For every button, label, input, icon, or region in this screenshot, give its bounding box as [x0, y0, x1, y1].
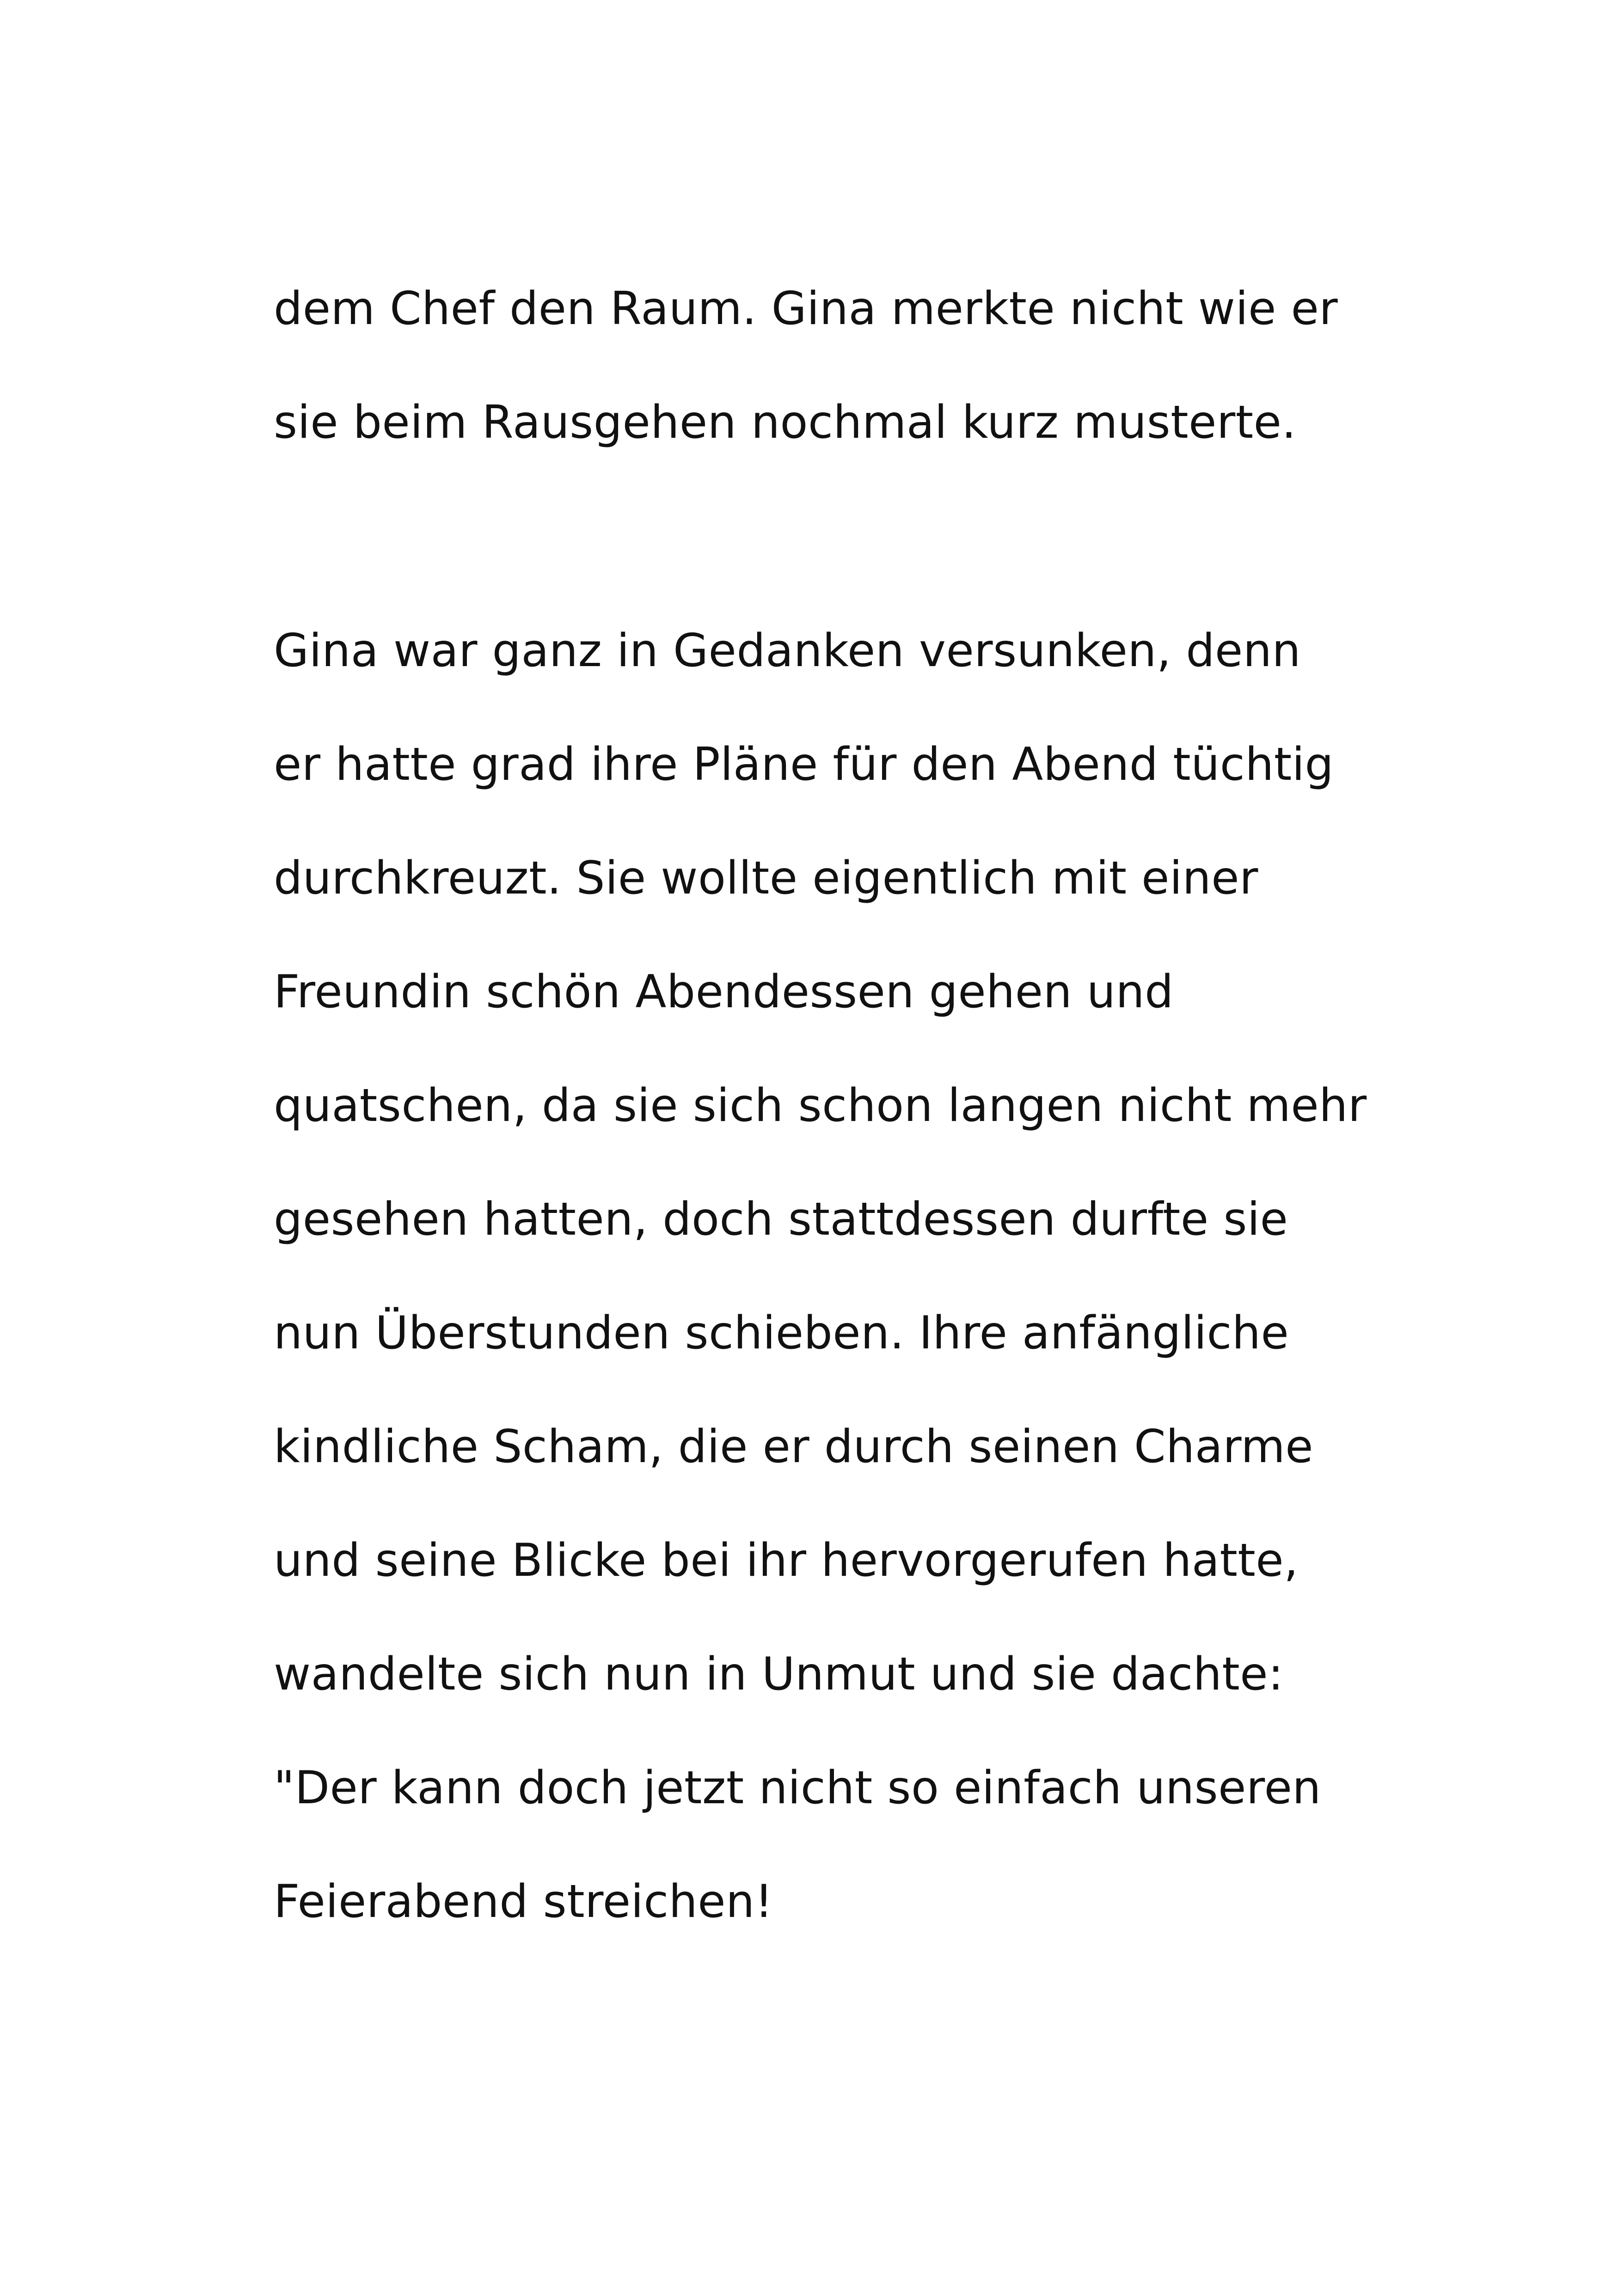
text-line: wandelte sich nun in Unmut und sie dachte: [274, 1648, 1284, 1701]
text-line: Feierabend streichen! [274, 1875, 773, 1928]
text-line: gesehen hatten, doch stattdessen durfte sie [274, 1193, 1288, 1246]
text-line: sie beim Rausgehen nochmal kurz musterte. [274, 396, 1297, 449]
text-line: und seine Blicke bei ihr hervorgerufen hatte, [274, 1534, 1299, 1587]
text-line: dem Chef den Raum. Gina merkte nicht wie er [274, 282, 1338, 335]
paragraph-2 [274, 594, 1383, 1959]
text-line: quatschen, da sie sich schon langen nicht mehr [274, 1079, 1367, 1132]
text-line: durchkreuzt. Sie wollte eigentlich mit einer [274, 852, 1258, 905]
text-line: nun Überstunden schieben. Ihre anfängliche [274, 1307, 1289, 1359]
paragraph-1 [274, 252, 1383, 479]
text-line: Gina war ganz in Gedanken versunken, denn [274, 625, 1301, 677]
text-line: Freundin schön Abendessen gehen und [274, 966, 1174, 1018]
text-line: kindliche Scham, die er durch seinen Charme [274, 1420, 1314, 1473]
text-line: "Der kann doch jetzt nicht so einfach unseren [274, 1762, 1322, 1814]
text-line: er hatte grad ihre Pläne für den Abend tüchtig [274, 738, 1334, 791]
